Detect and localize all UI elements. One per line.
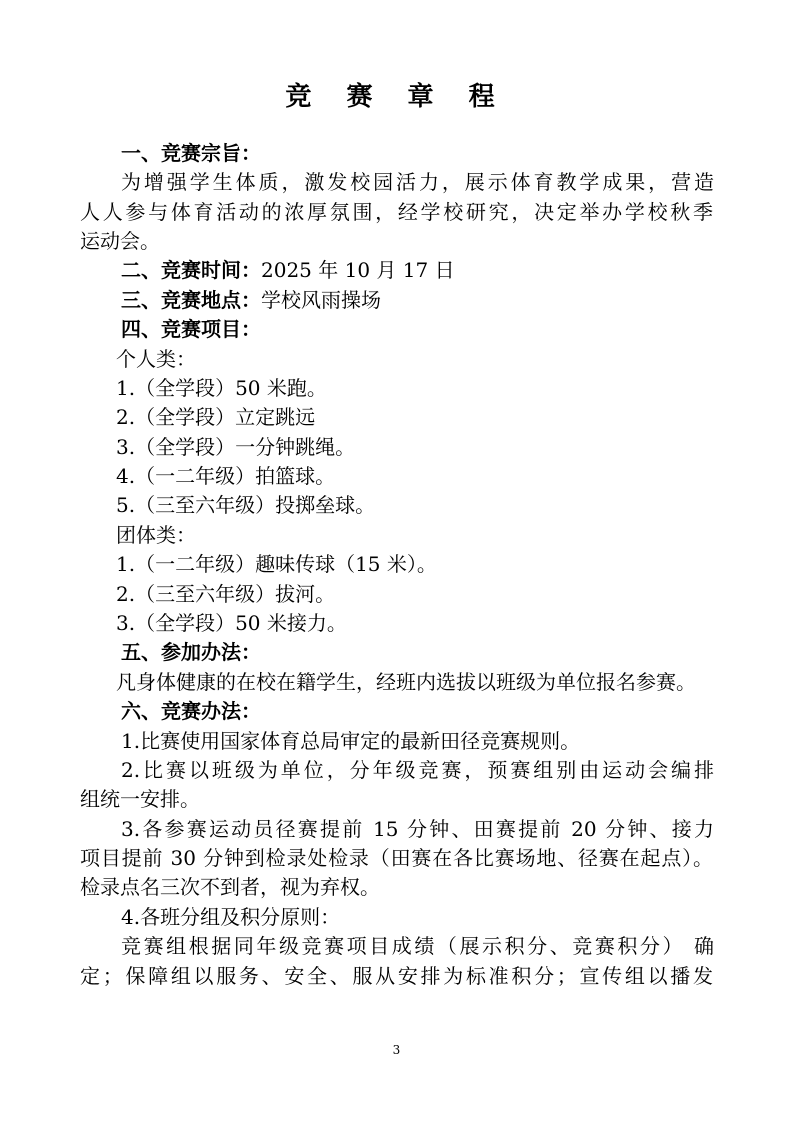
paragraph-line: 定；保障组以服务、安全、服从安排为标准积分；宣传组以播发 xyxy=(80,964,713,988)
list-item: 1.（全学段）50 米跑。 xyxy=(116,376,327,400)
section-heading-venue: 三、竞赛地点： xyxy=(121,288,261,312)
paragraph-line: 1.比赛使用国家体育总局审定的最新田径竞赛规则。 xyxy=(121,729,581,753)
paragraph-line: 凡身体健康的在校在籍学生，经班内选拔以班级为单位报名参赛。 xyxy=(116,670,696,694)
paragraph-line: 检录点名三次不到者，视为弃权。 xyxy=(80,875,380,899)
competition-date: 2025 年 10 月 17 日 xyxy=(261,258,455,282)
paragraph-line: 人人参与体育活动的浓厚氛围，经学校研究，决定举办学校秋季 xyxy=(80,200,713,224)
document-title: 竞 赛 章 程 xyxy=(285,82,508,112)
section-heading-events: 四、竞赛项目： xyxy=(121,317,261,341)
paragraph-line: 项目提前 30 分钟到检录处检录（田赛在各比赛场地、径赛在起点）。 xyxy=(80,846,713,870)
section-heading-participation: 五、参加办法： xyxy=(121,640,261,664)
section-time xyxy=(121,256,455,284)
list-item: 2.（三至六年级）拔河。 xyxy=(116,582,336,606)
page-number: 3 xyxy=(392,1043,401,1057)
paragraph-line: 3.各参赛运动员径赛提前 15 分钟、田赛提前 20 分钟、接力 xyxy=(121,817,714,841)
paragraph-line: 2.比赛以班级为单位，分年级竞赛，预赛组别由运动会编排 xyxy=(121,758,714,782)
list-item: 3.（全学段）一分钟跳绳。 xyxy=(116,435,356,459)
section-heading-methods: 六、竞赛办法： xyxy=(121,699,261,723)
category-label-team: 团体类： xyxy=(116,523,196,547)
paragraph-line: 竞赛组根据同年级竞赛项目成绩（展示积分、竞赛积分） 确 xyxy=(121,934,714,958)
section-venue xyxy=(121,286,381,314)
paragraph-line: 组统一安排。 xyxy=(80,787,200,811)
list-item: 2.（全学段）立定跳远 xyxy=(116,405,316,429)
competition-venue: 学校风雨操场 xyxy=(261,288,381,312)
list-item: 4.（一二年级）拍篮球。 xyxy=(116,464,336,488)
list-item: 1.（一二年级）趣味传球（15 米）。 xyxy=(116,552,437,576)
list-item: 5.（三至六年级）投掷垒球。 xyxy=(116,493,376,517)
list-item: 3.（全学段）50 米接力。 xyxy=(116,611,347,635)
section-heading-time: 二、竞赛时间： xyxy=(121,258,261,282)
paragraph-line: 4.各班分组及积分原则： xyxy=(121,905,341,929)
section-heading-purpose: 一、竞赛宗旨： xyxy=(121,141,261,165)
paragraph-line: 为增强学生体质，激发校园活力，展示体育教学成果，营造 xyxy=(121,170,714,194)
paragraph-line: 运动会。 xyxy=(80,229,160,253)
category-label-individual: 个人类： xyxy=(116,347,196,371)
